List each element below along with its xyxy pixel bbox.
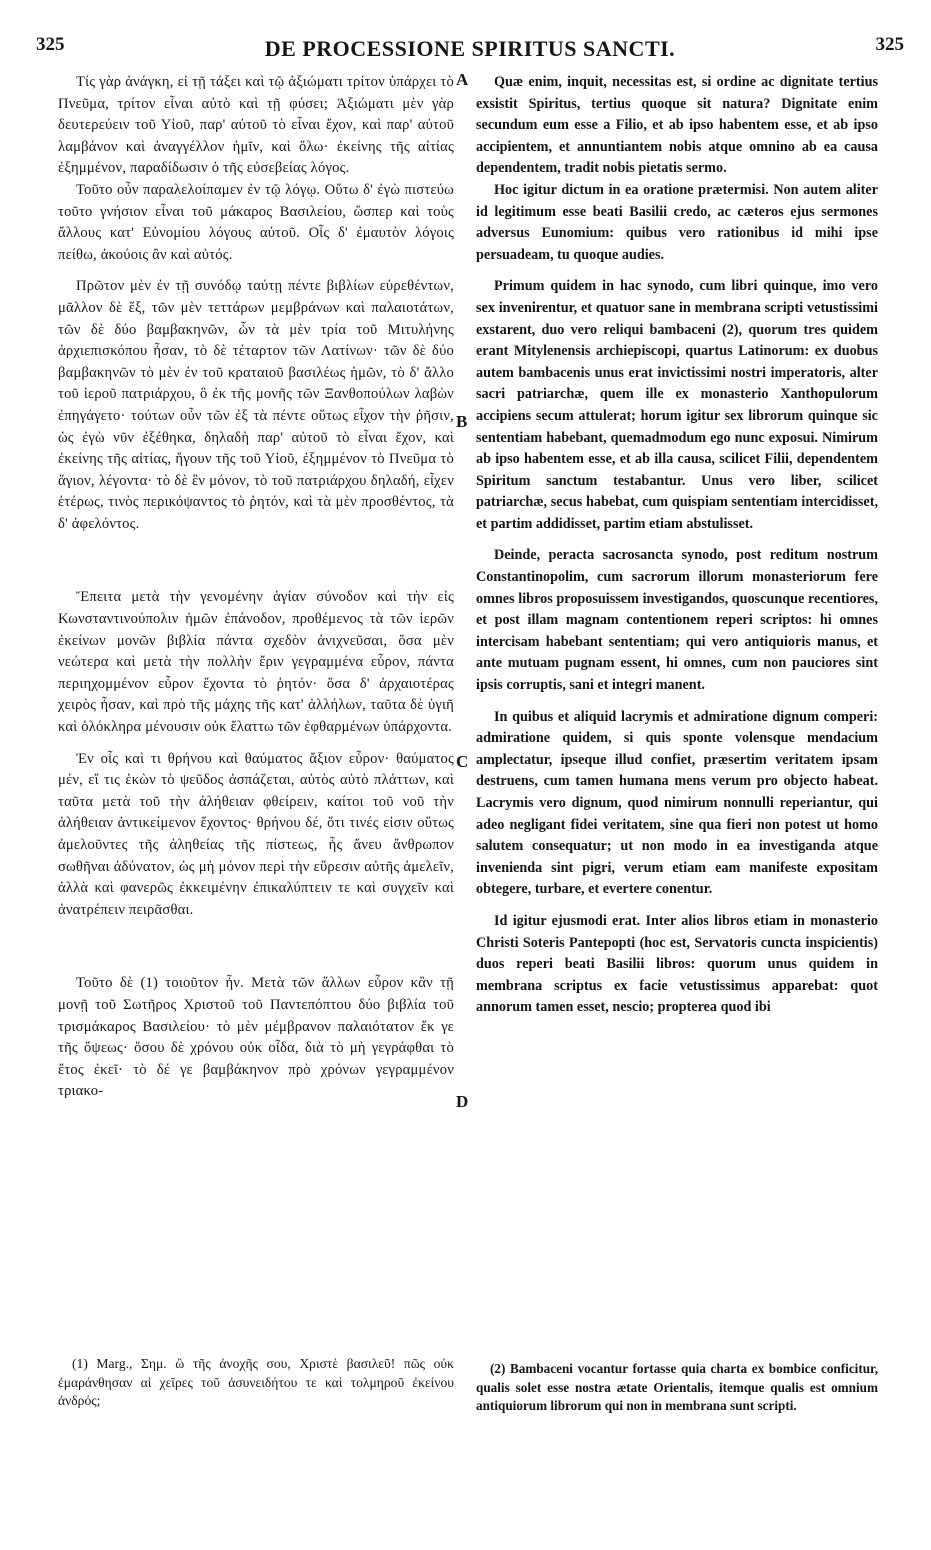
latin-paragraph: Deinde, peracta sacrosancta synodo, post reditum nostrum Constantinopolim, cum sacrorum illorum monasteriorum fere omnes libros proposuissem investigandos, quoscunque recentiores, et post illam magnam contentionem reperi scriptos: hi omnes intercisam habebant sententiam; qui vero antiquioris manus, et ante mutuam pugnam essent, hi omnes, cum non pauciores sint ipsis corruptis, sani et integri manent. — [476, 547, 878, 694]
greek-paragraph: Τίς γὰρ ἀνάγκη, εἰ τῇ τάξει καὶ τῷ ἀξιώματι τρίτον ὑπάρχει τὸ Πνεῦμα, τρίτον εἶναι αὐτὸ καὶ τῇ φύσει; Ἀξιώματι μὲν γὰρ δευτερεύειν τοῦ Υἱοῦ, παρ' αὐτοῦ τὸ εἶναι ἔχον, καὶ παρ' αὐτοῦ λαμβάνον καὶ ἀναγγέλλον ἡμῖν, καὶ ὅλω· ἐκείνης τῆς αἰτίας ἐξημμένον, παραδίδωσιν ὁ τῆς εὐσεβείας λόγος. — [58, 74, 454, 177]
greek-paragraph: Ἔπειτα μετὰ τὴν γενομένην ἁγίαν σύνοδον καὶ τὴν εἰς Κωνσταντινούπολιν ἡμῶν ἐπάνοδον, προθέμενος τὰ τῶν ἱερῶν ἐκείνων μονῶν βιβλία πάντα σχεδὸν ἀνιχνεῦσαι, ὅσα μὲν νεώτερα καὶ μετὰ τὴν πολλὴν ἔριν γεγραμμένα εὗρον, πάντα περιηχομμένον εὗρον ἔχοντα τὸ ῥητόν· ὅσα δ' ἀρχαιοτέρας χειρὸς ἦσαν, καὶ πρὸ τῆς μάχης τῆς κατ' ἀλλήλων, ταῦτα δὲ ὑγιῆ καὶ ὁλόκληρα μένουσιν οὐκ ἔλαττω τῶν ἐφθαρμένων ὑπάρχοντα. — [58, 589, 454, 736]
greek-paragraph: Τοῦτο δὲ (1) τοιοῦτον ἦν. Μετὰ τῶν ἄλλων εὗρον κἂν τῇ μονῇ τοῦ Σωτῆρος Χριστοῦ τοῦ Παντεπόπτου δύο βιβλία τοῦ τρισμάκαρος Βασιλείου· τὸ μὲν μέμβρανον παλαιότατον ἔκ γε τῆς ὄψεως· ὅσου δὲ χρόνου οὐκ οἶδα, διὰ τὸ μὴ γεγράφθαι τὸ ἔτος ἐκεῖ· τὸ δέ γε βαμβάκηνον πρὸ χρόνων γεγραμμένον τριακο- — [58, 975, 454, 1100]
running-header — [30, 34, 910, 64]
page-number-right: 325 — [875, 34, 904, 55]
greek-paragraph: Τοῦτο οὖν παραλελοίπαμεν ἐν τῷ λόγῳ. Οὕτω δ' ἐγὼ πιστεύω τοῦτο γνήσιον εἶναι τοῦ μάκαρος Βασιλείου, ὥσπερ καὶ τοὺς ἄλλους κατ' Εὐνομίου λόγους αὐτοῦ. Οἷς δ' ἐμαυτὸν λόγοις πείθω, ἀκούοις ἂν καὶ αὐτός. — [58, 181, 454, 263]
section-marker-c: C — [456, 752, 469, 771]
latin-paragraph: In quibus et aliquid lacrymis et admiratione dignum comperi: admiratione quidem, si quis sponte volensque mendacium amplectatur, ipseque illud confiet, præsertim veritatem ipsam destruens, cum tamen humana mens verum pro objecto habeat. Lacrymis vero dignum, quod nimirum nonnulli reperiantur, qui adeo negligant fidei veritatem, sine qua fieri non potest ut homo salutem consequatur; ut non modo in ea investiganda atque invenienda sint pigri, verum etiam eam manifeste expositam obtegere, turbare, et evertere conentur. — [476, 708, 878, 898]
latin-paragraph: Quæ enim, inquit, necessitas est, si ordine ac dignitate tertius exsistit Spiritus, tertius quoque sit natura? Dignitate enim secundum eum esse a Filio, et ab ipso habentem esse, et ab ipso accipientem, et annuntiantem nobis atque omnino ab ea causa dependentem, tradit nobis pietatis sermo. — [476, 74, 878, 177]
greek-paragraph: Πρῶτον μὲν ἐν τῇ συνόδῳ ταύτῃ πέντε βιβλίων εὑρεθέντων, μᾶλλον δὲ ἕξ, τῶν μὲν τεττάρων μεμβράνων καὶ παλαιοτάτων, τῶν δὲ δύο βαμβακηνῶν, ὧν τὰ μὲν τρία τοῦ Μιτυλήνης ἀρχιεπισκόπου ἦσαν, τὸ δὲ τέταρτον τῶν Λατίνων· τῶν δὲ δύο βαμβακηνῶν τὸ μὲν ἐν τοῦ κραταιοῦ βασιλέως ἡμῶν, τὸ δ' ἄλλο τοῦ ἱεροῦ πατριάρχου, ὃ ἐκ τῆς μονῆς τῶν Ξανθοπούλων λαβὼν ἐπηγάγετο· τούτων οὖν τῶν ἐξ τὰ πέντε οὕτως εἶχον τὴν ῥῆσιν, ὡς ἐγὼ νῦν ἐξέθηκα, δηλαδὴ παρ' αὐτοῦ τὸ εἶναι ἔχον, καὶ ἐκείνης τῆς αἰτίας, ἤγουν τῆς τοῦ Υἱοῦ, ἐξημμένον τὸ Πνεῦμα τὸ ἅγιον, λέγοντα· τὸ δὲ ἓν μόνον, τὸ τοῦ πατριάρχου δηλαδή, εἶχεν ἑτέρως, τινὸς περικόψαντος τὸ ῥητόν, καὶ τὰ μὲν προσθέντος, τὰ δ' ἀφελόντος. — [58, 278, 454, 532]
greek-column — [58, 72, 454, 1103]
section-marker-b: B — [456, 412, 468, 431]
latin-paragraph: Hoc igitur dictum in ea oratione prætermisi. Non autem aliter id legitimum esse beati Basilii credo, ac cæteros ejus sermones adversus Eunomium: quibus vero rationibus id mihi ipse persuadeam, tu quoque audies. — [476, 181, 878, 263]
footnote-latin — [476, 1360, 878, 1416]
footnote-greek-text: (1) Marg., Σημ. ὢ τῆς ἀνοχῆς σου, Χριστὲ βασιλεῦ! πῶς οὐκ ἐμαράνθησαν αἱ χεῖρες τοῦ ἀσυνειδήτου τε καὶ τολμηροῦ ἐκείνου ἀνδρός; — [58, 1356, 454, 1408]
section-marker-a: A — [456, 70, 469, 89]
latin-paragraph: Primum quidem in hac synodo, cum libri quinque, imo vero sex invenirentur, et quatuor sane in membrana scripti vetustissimi exstarent, duo vero reliqui bambaceni (2), quorum tres quidem erant Mitylenensis archiepiscopi, quartus Latinorum: ex duobus autem bambacenis unus erat invictissimi nostri imperatoris, alter sacri patriarchæ, quem ille ex monasterio Xanthopulorum accipiens secum attulerat; horum igitur sex librorum quinque sic sententiam habebant, quemadmodum ego nunc exposui. Nimirum ab ipso habentem esse, et ab illa causa, scilicet Filii, dependentem Spiritum sanctum testabantur. Unus vero liber, scilicet patriarchæ, secus habebat, cum quispiam sententiam intercidisset, et partim addidisset, partim etiam abstulisset. — [476, 278, 878, 532]
latin-paragraph: Id igitur ejusmodi erat. Inter alios libros etiam in monasterio Christi Soteris Pantepopti (hoc est, Servatoris cuncta inspicientis) duos reperi beati Basilii libros: quorum unus quidem in membrana scriptus ex facie vetustissimus apparebat: quot annorum tamen esset, nescio; propterea quod ibi — [476, 912, 878, 1016]
footnote-greek — [58, 1355, 454, 1411]
running-title: DE PROCESSIONE SPIRITUS SANCTI. — [264, 36, 676, 61]
latin-column — [476, 72, 878, 1019]
section-marker-d: D — [456, 1092, 469, 1111]
footnote-latin-text: (2) Bambaceni vocantur fortasse quia charta ex bombice conficitur, qualis solet esse nostra ætate Orientalis, itemque qualis est omnium antiquiorum librorum qui non in membrana sunt scripti. — [476, 1361, 878, 1413]
greek-paragraph: Ἐν οἷς καὶ τι θρήνου καὶ θαύματος ἄξιον εὗρον· θαύματος μέν, εἴ τις ἑκὼν τὸ ψεῦδος ἀσπάζεται, αὐτὸς αὐτὸ πλάττων, καὶ ταῦτα μετὰ τοῦ τὴν ἀλήθειαν φθείρειν, καίτοι τοῦ νοῦ τὴν ἀλήθειαν ἀντικείμενον ἔχοντος· θρήνου δέ, ὅτι τινές εἰσιν οὕτως ἀμελοῦντες τῆς ἀληθείας τῆς πίστεως, ἧς ἄνευ ἄνθρωπον σωθῆναι ἀδύνατον, ὡς μὴ μόνον περὶ τὴν εὕρεσιν αὐτῆς ἀμελεῖν, ἀλλὰ καὶ φανερῶς ἐκκειμένην ἐπικαλύπτειν τε καὶ συγχεῖν καὶ ἀνατρέπειν πειρᾶσθαι. — [58, 750, 454, 918]
page-number-left: 325 — [36, 34, 65, 55]
